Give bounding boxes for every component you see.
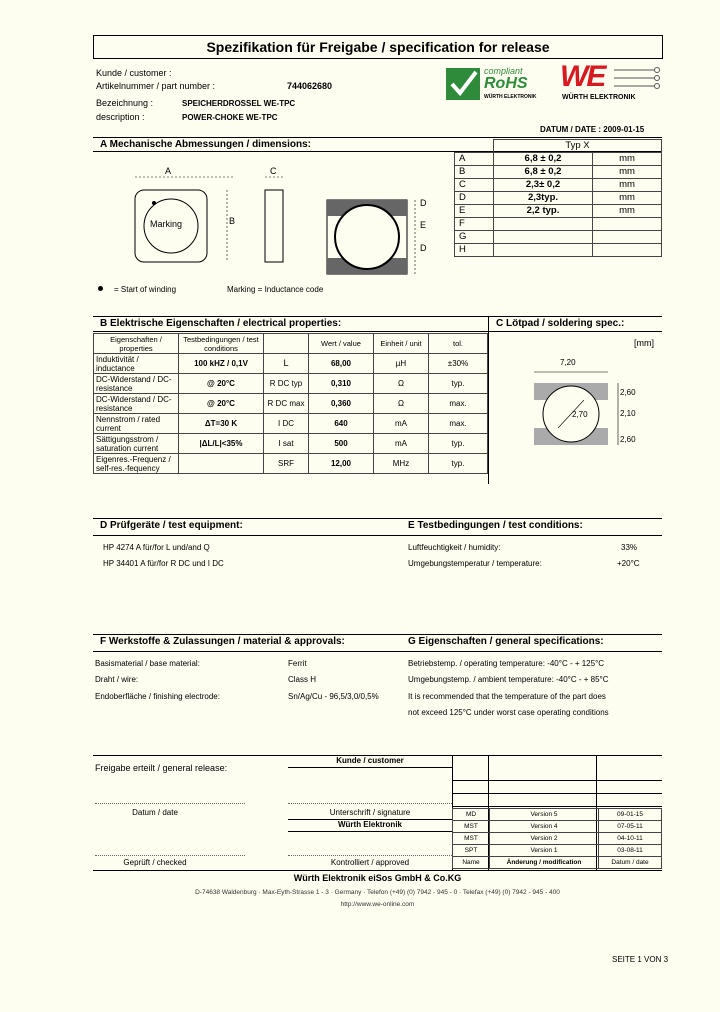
general-spec-4: not exceed 125°C under worst case operating conditions <box>408 708 609 717</box>
wurth-header: Würth Elektronik <box>337 820 402 829</box>
bezeichnung-value: SPEICHERDROSSEL WE-TPC <box>182 99 296 108</box>
typ-header: Typ X <box>494 140 662 153</box>
humidity-label: Luftfeuchtigkeit / humidity: <box>408 543 501 552</box>
dim-e-label: E <box>420 220 427 230</box>
rohs-sub: WÜRTH ELEKTRONIK <box>484 94 537 100</box>
table-row: C 2,3± 0,2 mm <box>455 179 662 192</box>
soldering-pad-drawing <box>500 350 660 460</box>
revision-table <box>452 808 662 869</box>
table-row: A 6,8 ± 0,2 mm <box>455 153 662 166</box>
wire-label: Draht / wire: <box>95 675 139 684</box>
kunde-header: Kunde / customer <box>336 756 404 765</box>
bezeichnung-label: Bezeichnung : <box>96 98 154 108</box>
we-sub: WÜRTH ELEKTRONIK <box>562 94 636 101</box>
dim-a-label: A <box>165 166 172 176</box>
section-c-title: C Lötpad / soldering spec.: <box>496 318 625 329</box>
dim-d2-label: D <box>420 243 427 253</box>
marking-label: Marking <box>150 219 183 229</box>
section-g-title: G Eigenschaften / general specifications: <box>408 636 604 647</box>
start-dot-icon <box>98 286 103 291</box>
pad-circle-dim: 2,70 <box>572 410 588 419</box>
marking-note: Marking = Inductance code <box>227 285 324 294</box>
dim-b-label: B <box>229 216 236 226</box>
table-row: Induktivität / inductance 100 kHZ / 0,1V L 68,00 µH ±30% <box>94 354 488 374</box>
humidity-value: 33% <box>621 543 638 552</box>
table-row: MST Version 4 07-05-11 <box>453 821 662 833</box>
dim-c-label: C <box>270 166 277 176</box>
wire-value: Class H <box>288 675 317 684</box>
start-winding-note: = Start of winding <box>114 285 177 294</box>
description-value: POWER-CHOKE WE-TPC <box>182 113 278 122</box>
base-material-value: Ferrit <box>288 659 307 668</box>
page-number: SEITE 1 VON 3 <box>612 955 669 964</box>
table-row: MD Version 5 09-01-15 <box>453 809 662 821</box>
description-label: description : <box>96 112 145 122</box>
table-row: B 6,8 ± 0,2 mm <box>455 166 662 179</box>
we-logo <box>558 60 664 104</box>
soldering-unit: [mm] <box>634 338 654 348</box>
rohs-compliant: compliant <box>484 66 523 76</box>
pad-dim-2: 2,10 <box>620 409 636 418</box>
finishing-label: Endoberfläche / finishing electrode: <box>95 692 220 701</box>
section-a-title: A Mechanische Abmessungen / dimensions: <box>100 139 311 150</box>
base-material-label: Basismaterial / base material: <box>95 659 200 668</box>
electrical-table: Eigenschaften / properties Testbedingungen / test conditions Wert / value Einheit / unit tol. Induktivität / inductance 100 kHZ / 0,1V L 68,00 µH ±30% DC-Widerstand / DC-resistance @ 20°C R DC typ 0,310 Ω typ. DC-Widerstand / DC-resistance @ 20°C R DC max 0,360 Ω max. Nennstrom / rated current ΔT=30 K I DC 640 mA max. Sättigungsstrom / saturation current |ΔL/L|<35% I sat 500 mA typ. Eigenres.-Frequenz / self-res.-fequency SRF 12,00 MHz typ. <box>93 333 488 474</box>
checked-label: Geprüft / checked <box>123 858 187 867</box>
general-spec-2: Umgebungstemp. / ambient temperature: -40°C - + 85°C <box>408 675 609 684</box>
we-letters: WE <box>560 60 605 93</box>
section-e-title: E Testbedingungen / test conditions: <box>408 520 583 531</box>
footer-company: Würth Elektronik eiSos GmbH & Co.KG <box>293 873 462 883</box>
section-b-title: B Elektrische Eigenschaften / electrical properties: <box>100 318 342 329</box>
table-row: DC-Widerstand / DC-resistance @ 20°C R DC typ 0,310 Ω typ. <box>94 374 488 394</box>
customer-label: Kunde / customer : <box>96 68 172 78</box>
table-row: F <box>455 218 662 231</box>
dimension-drawing <box>95 160 445 300</box>
datum-label: Datum / date <box>132 808 178 817</box>
datum: DATUM / DATE : 2009-01-15 <box>540 125 645 134</box>
table-row: MST Version 2 04-10-11 <box>453 833 662 845</box>
rohs-text: RoHS <box>484 75 528 92</box>
table-row: Name Änderung / modification Datum / date <box>453 857 662 869</box>
pad-width: 7,20 <box>560 358 576 367</box>
footer-address: D-74638 Waldenburg · Max-Eyth-Strasse 1 - 3 · Germany · Telefon (+49) (0) 7942 - 945 - 0 · Telefax (+49) (0) 7942 - 945 - 400 <box>195 889 560 896</box>
circuit-icon <box>614 66 664 94</box>
page-title: Spezifikation für Freigabe / specification for release <box>93 35 663 59</box>
temperature-label: Umgebungstemperatur / temperature: <box>408 559 542 568</box>
general-spec-3: It is recommended that the temperature of the part does <box>408 692 606 701</box>
rohs-logo <box>446 66 550 102</box>
table-row: H <box>455 244 662 257</box>
table-row: Nennstrom / rated current ΔT=30 K I DC 640 mA max. <box>94 414 488 434</box>
temperature-value: +20°C <box>617 559 640 568</box>
approved-label: Kontrolliert / approved <box>330 858 410 867</box>
finishing-value: Sn/Ag/Cu - 96,5/3,0/0,5% <box>288 692 379 701</box>
general-spec-1: Betriebstemp. / operating temperature: -40°C - + 125°C <box>408 659 605 668</box>
part-label: Artikelnummer / part number : <box>96 81 216 91</box>
equipment-2: HP 34401 A für/for R DC und I DC <box>103 559 224 568</box>
equipment-1: HP 4274 A für/for L und/and Q <box>103 543 210 552</box>
pad-dim-1: 2,60 <box>620 388 636 397</box>
table-row: DC-Widerstand / DC-resistance @ 20°C R DC max 0,360 Ω max. <box>94 394 488 414</box>
table-row: E 2,2 typ. mm <box>455 205 662 218</box>
table-row: SPT Version 1 03-08-11 <box>453 845 662 857</box>
signature-label: Unterschrift / signature <box>329 808 411 817</box>
table-row: Eigenres.-Frequenz / self-res.-fequency SRF 12,00 MHz typ. <box>94 454 488 474</box>
table-row: D 2,3typ. mm <box>455 192 662 205</box>
dim-d1-label: D <box>420 198 427 208</box>
part-value: 744062680 <box>287 81 333 91</box>
release-label: Freigabe erteilt / general release: <box>95 763 228 773</box>
pad-dim-3: 2,60 <box>620 435 636 444</box>
table-row: Sättigungsstrom / saturation current |ΔL/L|<35% I sat 500 mA typ. <box>94 434 488 454</box>
section-f-title: F Werkstoffe & Zulassungen / material & approvals: <box>100 636 345 647</box>
footer-url[interactable]: http://www.we-online.com <box>340 901 415 908</box>
section-d-title: D Prüfgeräte / test equipment: <box>100 520 243 531</box>
dimension-table <box>454 139 662 257</box>
table-row: G <box>455 231 662 244</box>
